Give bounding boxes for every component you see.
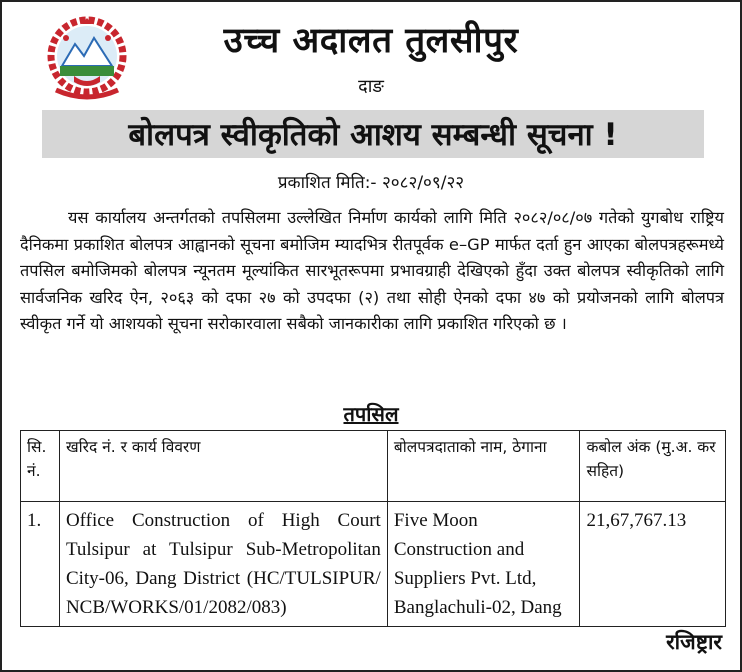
header-description: खरिद नं. र कार्य विवरण [59, 431, 387, 502]
table-header-row [21, 431, 726, 502]
header-amount: कबोल अंक (मु.अ. कर सहित) [580, 431, 726, 502]
cell-bidder: Five Moon Construction and Suppliers Pvt. Ltd, Banglachuli-02, Dang [387, 502, 580, 627]
table-row [21, 502, 726, 627]
bid-table [20, 430, 726, 627]
signature-registrar: रजिष्ट्रार [666, 630, 722, 654]
header-bidder: बोलपत्रदाताको नाम, ठेगाना [387, 431, 580, 502]
page-subtitle: दाङ [358, 76, 384, 97]
header-sn: सि. नं. [21, 431, 60, 502]
published-date: प्रकाशित मिति:- २०८२/०९/२२ [277, 173, 465, 193]
notice-banner: बोलपत्र स्वीकृतिको आशय सम्बन्धी सूचना ! [42, 110, 704, 158]
page-title: उच्च अदालत तुलसीपुर [223, 21, 519, 61]
cell-description: Office Construction of High Court Tulsipur at Tulsipur Sub-Metropolitan City-06, Dang District (HC/TULSIPUR/ NCB/WORKS/01/2082/083) [59, 502, 387, 627]
notice-paragraph: यस कार्यालय अन्तर्गतको तपसिलमा उल्लेखित निर्माण कार्यको लागि मिति २०८२/०८/०७ गतेको युगबोध राष्ट्रिय दैनिकमा प्रकाशित बोलपत्र आह्वानको सूचना बमोजिम म्यादभित्र रीतपूर्वक e–GP मार्फत दर्ता हुन आएका बोलपत्रहरूमध्ये तपसिल बमोजिमको बोलपत्र न्यूनतम मूल्यांकित सारभूतरूपमा प्रभावग्राही देखिएको हुँदा उक्त बोलपत्र स्वीकृतिको लागि सार्वजनिक खरिद ऐन, २०६३ को दफा २७ को उपदफा (२) तथा सोही ऐनको दफा ४७ को प्रयोजनको लागि बोलपत्र स्वीकृत गर्ने यो आशयको सूचना सरोकारवाला सबैको जानकारीका लागि प्रकाशित गरिएको छ । [20, 208, 724, 333]
cell-amount: 21,67,767.13 [580, 502, 726, 627]
section-title: तपसिल [343, 402, 399, 426]
cell-sn: 1. [21, 502, 60, 627]
